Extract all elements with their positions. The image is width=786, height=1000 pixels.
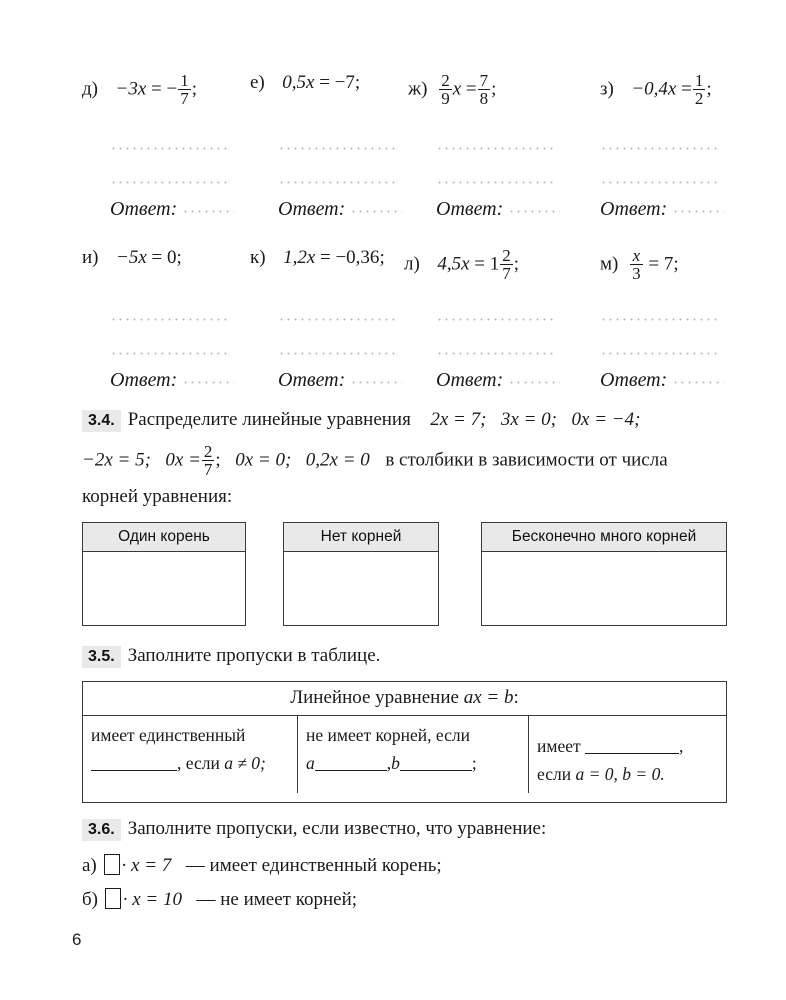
equation-lhs: 0,5x: [282, 72, 315, 93]
dotted-write-line[interactable]: [110, 181, 228, 184]
equation-d: [82, 72, 197, 108]
exercise-3-4-line2: [82, 443, 668, 479]
answer-field[interactable]: [278, 198, 402, 221]
item-letter: а): [82, 855, 97, 876]
blank-underline[interactable]: [585, 753, 679, 754]
answer-field[interactable]: [436, 369, 560, 392]
table-header-colon: :: [513, 687, 519, 708]
cell-comma: ,: [679, 736, 684, 756]
fraction: [202, 443, 215, 479]
equation-rhs: 7: [663, 253, 674, 275]
fraction-denominator: 2: [694, 89, 704, 109]
fraction-denominator: 8: [479, 89, 489, 109]
exercise-3-5-heading: [82, 645, 380, 668]
dotted-write-line[interactable]: [110, 352, 228, 355]
equation-letter: и): [82, 247, 99, 268]
equation-zh: [408, 72, 496, 108]
cell-text: если: [537, 764, 572, 784]
dotted-write-line[interactable]: [600, 181, 718, 184]
exercise-3-6-item-a: [82, 854, 442, 877]
answer-field[interactable]: [110, 369, 234, 392]
fill-in-table: [82, 681, 727, 803]
answer-dots[interactable]: [672, 381, 724, 384]
dotted-write-line[interactable]: [278, 181, 396, 184]
exercise-3-6-item-b: [82, 888, 357, 911]
cell-line-2: [306, 749, 520, 777]
equation-tail: ;: [176, 247, 182, 268]
fraction-numerator: x: [632, 246, 641, 265]
answer-label: Ответ:: [110, 198, 178, 220]
equals-sign: =: [648, 253, 660, 275]
em-dash: —: [185, 855, 205, 876]
table-cell-infinite-roots[interactable]: [529, 716, 725, 793]
fraction-numerator: 2: [502, 246, 511, 265]
cell-separator: ,: [386, 753, 392, 773]
equation-inline: 0,2x = 0: [305, 449, 370, 471]
answer-label: Ответ:: [600, 369, 668, 391]
equation-rhs: −0,36: [335, 247, 380, 268]
empty-box-placeholder[interactable]: [104, 854, 120, 875]
fraction-numerator: 2: [203, 442, 213, 461]
equation-rhs: −7: [334, 72, 355, 93]
dotted-write-line[interactable]: [110, 147, 228, 150]
answer-label: Ответ:: [278, 198, 346, 220]
equals-sign: =: [474, 253, 485, 275]
answer-dots[interactable]: [672, 210, 724, 213]
cell-line-1: не имеет корней, если: [306, 725, 470, 745]
cell-line-1: [537, 732, 717, 760]
semicolon: ;: [215, 449, 221, 471]
fraction: [478, 72, 491, 108]
answer-field[interactable]: [600, 198, 724, 221]
category-box-title: Нет корней: [284, 523, 438, 552]
item-text: не имеет корней;: [220, 889, 358, 910]
cell-line-2: [537, 760, 717, 788]
equation-letter: е): [250, 72, 265, 93]
equation-z: [600, 72, 712, 108]
cell-variable-a: a: [306, 753, 315, 773]
equation-lhs: −3x: [115, 78, 147, 100]
answer-label: Ответ:: [436, 369, 504, 391]
fraction-numerator: 7: [479, 71, 489, 90]
table-header-text: Линейное уравнение: [290, 687, 459, 708]
equation-inline: 0x = −4;: [571, 409, 641, 430]
equation-inline: 0x = 0;: [235, 449, 292, 471]
dotted-write-line[interactable]: [278, 318, 396, 321]
answer-dots[interactable]: [508, 381, 560, 384]
category-box-no-roots[interactable]: [283, 522, 439, 626]
fraction-numerator: 2: [441, 71, 450, 90]
dotted-write-line[interactable]: [110, 318, 228, 321]
equation-letter: ж): [408, 78, 428, 100]
fraction: [693, 72, 706, 108]
fraction-numerator: 1: [180, 71, 189, 90]
equation-letter: м): [600, 253, 619, 275]
equation-inline: 0x =: [165, 449, 201, 471]
coefficient-fraction: [439, 72, 452, 108]
dotted-write-line[interactable]: [436, 352, 554, 355]
equation-letter: к): [250, 247, 266, 268]
fraction: [500, 247, 513, 283]
answer-label: Ответ:: [600, 198, 668, 220]
table-cell-unique-root[interactable]: [83, 716, 298, 793]
category-box-writing-area[interactable]: [284, 552, 438, 626]
item-letter: б): [82, 889, 98, 910]
cell-line-1: имеет единственный: [91, 725, 246, 745]
answer-field[interactable]: [110, 198, 234, 221]
dotted-write-line[interactable]: [600, 318, 718, 321]
category-box-title: Один корень: [83, 523, 245, 552]
dotted-write-line[interactable]: [436, 147, 554, 150]
equals-sign: =: [681, 78, 692, 100]
page-number: 6: [72, 930, 82, 949]
exercise-3-4-line3: [82, 486, 232, 508]
answer-label: Ответ:: [110, 369, 178, 391]
cell-line-2: [91, 749, 289, 777]
answer-dots[interactable]: [350, 210, 402, 213]
exercise-3-4-heading: [82, 409, 640, 432]
equals-sign: =: [319, 72, 330, 93]
blank-underline[interactable]: [91, 770, 177, 771]
answer-label: Ответ:: [436, 198, 504, 220]
equation-tail: ;: [673, 253, 679, 275]
cell-variable-b: b: [391, 753, 400, 773]
category-box-infinite-roots[interactable]: [481, 522, 727, 626]
blank-underline[interactable]: [315, 770, 387, 771]
exercise-text: Заполните пропуски, если известно, что уравнение:: [127, 818, 547, 839]
dotted-write-line[interactable]: [278, 352, 396, 355]
cell-equation: a = 0, b = 0.: [575, 764, 665, 784]
equation-inline: −2x = 5;: [82, 449, 151, 471]
answer-dots[interactable]: [182, 210, 234, 213]
item-equation: · x = 7: [121, 855, 172, 876]
equation-inline: 2x = 7;: [430, 409, 487, 430]
equation-i: [82, 247, 182, 269]
exercise-text: Распределите линейные уравнения: [127, 409, 411, 430]
exercise-number: 3.5.: [82, 646, 121, 668]
answer-dots[interactable]: [182, 381, 234, 384]
category-box-writing-area[interactable]: [482, 552, 726, 626]
equation-inline: 3x = 0;: [500, 409, 558, 430]
cell-text: , если: [177, 753, 220, 773]
equation-lhs: −5x: [116, 247, 147, 268]
fraction-denominator: 9: [441, 89, 450, 109]
category-box-title: Бесконечно много корней: [482, 523, 726, 552]
equation-lhs: 1,2x: [283, 247, 316, 268]
fraction-denominator: 7: [502, 264, 511, 284]
equals-sign: =: [320, 247, 331, 268]
fraction-denominator: 3: [632, 264, 641, 284]
dotted-write-line[interactable]: [436, 318, 554, 321]
item-text: имеет единственный корень;: [209, 855, 442, 876]
equals-sign: =: [465, 78, 477, 100]
equation-l: [404, 247, 519, 283]
cell-end: ;: [471, 753, 477, 773]
dotted-write-line[interactable]: [600, 352, 718, 355]
answer-label: Ответ:: [278, 369, 346, 391]
answer-field[interactable]: [600, 369, 724, 392]
equation-letter: д): [82, 78, 98, 100]
equation-lhs: 4,5x: [437, 253, 470, 275]
item-equation: · x = 10: [122, 889, 183, 910]
exercise-number: 3.6.: [82, 819, 121, 841]
fraction: [178, 72, 191, 108]
fraction-numerator: 1: [694, 71, 704, 90]
equation-lhs: −0,4x: [631, 78, 677, 100]
exercise-number: 3.4.: [82, 410, 121, 432]
em-dash: —: [196, 889, 216, 910]
cell-text: имеет: [537, 736, 581, 756]
category-box-writing-area[interactable]: [83, 552, 245, 626]
exercise-text: в столбики в зависимости от числа: [385, 449, 668, 471]
answer-field[interactable]: [278, 369, 402, 392]
answer-field[interactable]: [436, 198, 560, 221]
table-cell-no-roots[interactable]: [298, 716, 529, 793]
equation-e: [250, 72, 360, 94]
equation-m: [600, 247, 679, 283]
empty-box-placeholder[interactable]: [105, 888, 121, 909]
coefficient-fraction: [630, 247, 643, 283]
equation-variable: x: [452, 78, 462, 100]
minus-sign: −: [166, 78, 178, 100]
dotted-write-line[interactable]: [600, 147, 718, 150]
equation-rhs: 0: [166, 247, 177, 268]
answer-dots[interactable]: [508, 210, 560, 213]
equation-tail: ;: [354, 72, 361, 93]
blank-underline[interactable]: [400, 770, 472, 771]
equation-letter: з): [600, 78, 614, 100]
exercise-3-6-heading: [82, 818, 546, 841]
table-header: [83, 682, 726, 716]
equation-tail: ;: [191, 78, 197, 100]
equation-tail: ;: [706, 78, 712, 100]
dotted-write-line[interactable]: [436, 181, 554, 184]
fraction-denominator: 7: [203, 460, 213, 480]
equation-tail: ;: [491, 78, 497, 100]
equation-tail: ;: [513, 253, 519, 275]
mixed-whole-part: 1: [489, 253, 500, 275]
equation-k: [250, 247, 385, 269]
table-row: [83, 716, 726, 793]
exercise-text: Заполните пропуски в таблице.: [127, 645, 381, 666]
exercise-text: корней уравнения:: [82, 486, 233, 507]
cell-equation: a ≠ 0;: [224, 753, 266, 773]
dotted-write-line[interactable]: [278, 147, 396, 150]
fraction-denominator: 7: [180, 89, 189, 109]
equals-sign: =: [151, 78, 162, 100]
table-header-equation: ax = b: [463, 687, 514, 708]
category-box-one-root[interactable]: [82, 522, 246, 626]
equals-sign: =: [151, 247, 163, 268]
equation-letter: л): [404, 253, 420, 275]
answer-dots[interactable]: [350, 381, 402, 384]
equation-tail: ;: [379, 247, 385, 268]
